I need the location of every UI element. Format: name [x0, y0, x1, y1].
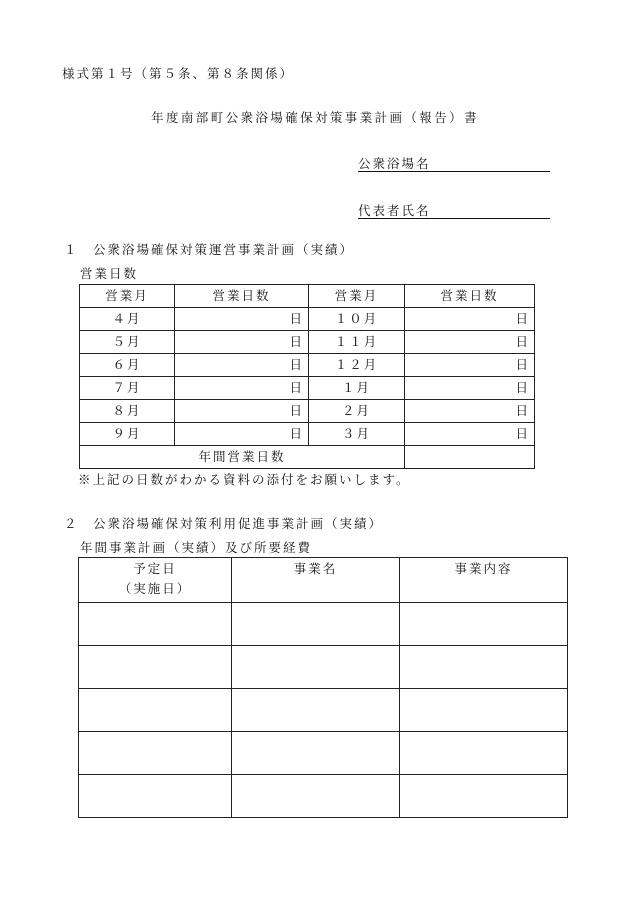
date-input-cell[interactable] [79, 603, 232, 646]
month-cell: ８月 [80, 400, 175, 423]
table-header-row [79, 558, 568, 603]
table-row [79, 646, 568, 689]
days-input-cell[interactable]: 日 [175, 308, 309, 331]
table-total-row [80, 446, 535, 469]
header-month-a: 営業月 [80, 285, 175, 308]
table-row [80, 423, 535, 446]
representative-name-label: 代表者氏名 [358, 203, 431, 218]
header-month-b: 営業月 [309, 285, 405, 308]
header-days-a: 営業日数 [175, 285, 309, 308]
annual-plan-table [78, 557, 568, 818]
project-name-input-cell[interactable] [232, 775, 400, 818]
project-details-input-cell[interactable] [400, 689, 568, 732]
days-input-cell[interactable]: 日 [175, 354, 309, 377]
month-cell: １１月 [309, 331, 405, 354]
month-cell: １２月 [309, 354, 405, 377]
project-details-input-cell[interactable] [400, 603, 568, 646]
month-cell: ６月 [80, 354, 175, 377]
date-input-cell[interactable] [79, 775, 232, 818]
table-row [79, 603, 568, 646]
representative-name-field[interactable] [358, 200, 550, 219]
section2-subheading: 年間事業計画（実績）及び所要経費 [80, 540, 313, 555]
days-input-cell[interactable]: 日 [175, 331, 309, 354]
month-cell: ３月 [309, 423, 405, 446]
days-input-cell[interactable]: 日 [405, 308, 535, 331]
annual-days-label: 年間営業日数 [80, 446, 405, 469]
project-name-input-cell[interactable] [232, 646, 400, 689]
annual-days-input-cell[interactable] [405, 446, 535, 469]
month-cell: ４月 [80, 308, 175, 331]
attachment-note: ※上記の日数がわかる資料の添付をお願いします。 [78, 472, 411, 487]
month-cell: ７月 [80, 377, 175, 400]
table-row [80, 354, 535, 377]
header-scheduled-date-line2: （実施日） [118, 581, 192, 596]
header-scheduled-date [79, 558, 232, 603]
document-title: 年度南部町公衆浴場確保対策事業計画（報告）書 [151, 110, 479, 125]
month-cell: ２月 [309, 400, 405, 423]
header-project-name: 事業名 [232, 558, 400, 603]
table-row [79, 689, 568, 732]
days-input-cell[interactable]: 日 [405, 354, 535, 377]
month-cell: １０月 [309, 308, 405, 331]
days-input-cell[interactable]: 日 [405, 400, 535, 423]
section2-heading: ２ 公衆浴場確保対策利用促進事業計画（実績） [64, 516, 384, 531]
project-details-input-cell[interactable] [400, 646, 568, 689]
bathhouse-name-field[interactable] [358, 153, 550, 172]
days-input-cell[interactable]: 日 [405, 377, 535, 400]
table-row [80, 377, 535, 400]
date-input-cell[interactable] [79, 646, 232, 689]
project-name-input-cell[interactable] [232, 603, 400, 646]
table-row [80, 308, 535, 331]
table-header-row [80, 285, 535, 308]
table-row [79, 775, 568, 818]
header-days-b: 営業日数 [405, 285, 535, 308]
month-cell: ５月 [80, 331, 175, 354]
days-input-cell[interactable]: 日 [175, 400, 309, 423]
table-row [79, 732, 568, 775]
table-row [80, 331, 535, 354]
month-cell: ９月 [80, 423, 175, 446]
table-row [80, 400, 535, 423]
date-input-cell[interactable] [79, 689, 232, 732]
days-input-cell[interactable]: 日 [175, 377, 309, 400]
days-input-cell[interactable]: 日 [405, 423, 535, 446]
project-details-input-cell[interactable] [400, 732, 568, 775]
section1-subheading: 営業日数 [80, 266, 139, 281]
project-details-input-cell[interactable] [400, 775, 568, 818]
bathhouse-name-label: 公衆浴場名 [358, 156, 431, 171]
section1-heading: １ 公衆浴場確保対策運営事業計画（実績） [64, 242, 355, 257]
month-cell: １月 [309, 377, 405, 400]
business-days-table [79, 284, 535, 469]
days-input-cell[interactable]: 日 [175, 423, 309, 446]
project-name-input-cell[interactable] [232, 732, 400, 775]
header-scheduled-date-line1: 予定日 [133, 561, 177, 576]
days-input-cell[interactable]: 日 [405, 331, 535, 354]
project-name-input-cell[interactable] [232, 689, 400, 732]
header-project-details: 事業内容 [400, 558, 568, 603]
date-input-cell[interactable] [79, 732, 232, 775]
form-number: 様式第１号（第５条、第８条関係） [62, 66, 295, 81]
